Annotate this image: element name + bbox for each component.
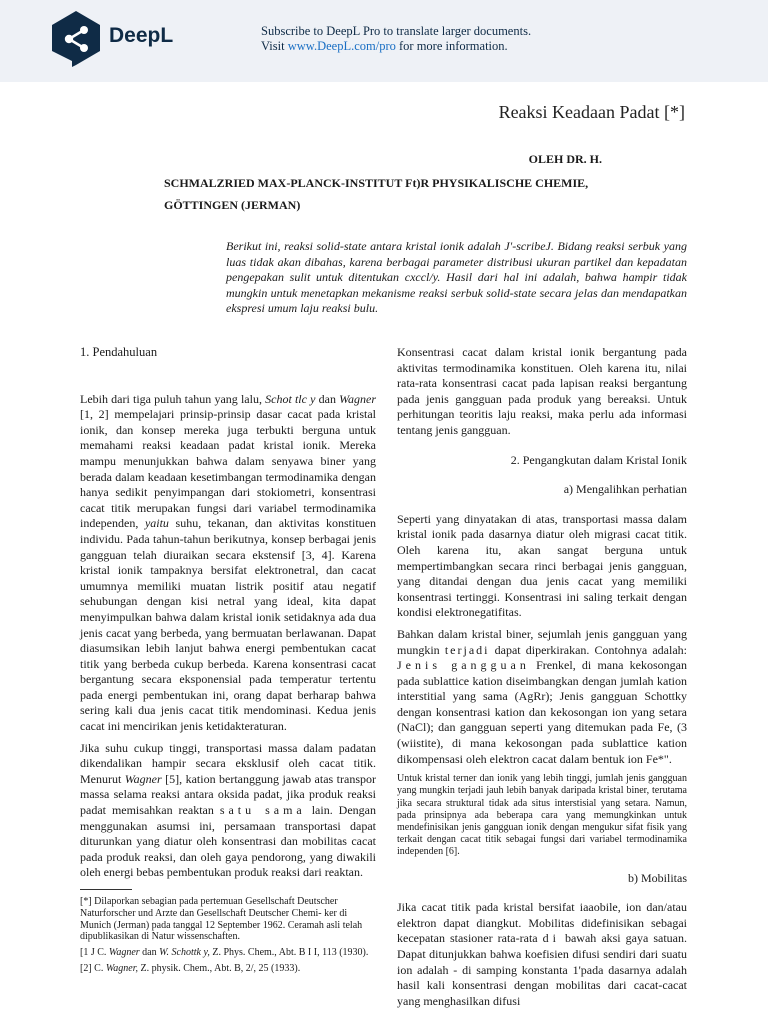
footnote: [1 J C. Wagner dan W. Schottk y, Z. Phys. Chem., Abt. B I I, 113 (1930). [80,947,369,959]
deepl-banner [0,0,768,82]
author-line-2: SCHMALZRIED MAX-PLANCK-INSTITUT Ft)R PHYSIKALISCHE CHEMIE, [164,176,589,190]
right-column [397,345,687,1015]
paragraph: Lebih dari tiga puluh tahun yang lalu, Schot tlc y dan Wagner [1, 2] mempelajari prinsip-prinsip dasar cacat pada kristal ionik, dan konsep mereka juga terbukti berguna untuk memahami reaksi keadaan padat kristal ionik. Mereka mampu menunjukkan bahwa dalam senyawa biner yang berada dalam keadaan kesetimbangan termodinamika dengan hanya sedikit penyimpangan dari stokiometri, konsentrasi cacat titik merupakan fungsi dari variabel termodinamika independen, yaitu suhu, tekanan, dan aktivitas konstituen individu. Pada tahun-tahun berikutnya, konsep berbagai jenis gangguan telah diuraikan secara ekstensif [3, 4]. Karena kristal ionik tampaknya bersifat elektronetral, dan cacat umumnya memiliki muatan listrik positif atau negatif sehubungan dengan kisi netral yang ideal, kita dapat menyimpulkan bahwa dalam kristal ionik setidaknya ada dua jenis cacat yang berbeda, yang bermuatan berlawanan. Dapat diasumsikan lebih lanjut bahwa energi pembentukan cacat titik yang berbeda cukup berbeda. Karena konsentrasi cacat bergantung secara eksponensial pada temperatur tertentu pada energi pembentukan ini, orang dapat berharap bahwa sering kali dua jenis cacat titik mendominasi. Kedua jenis cacat ini mencirikan jenis ketidakteraturan. [80,391,377,734]
promo-text [261,24,531,54]
deepl-logo-text[interactable]: DeepL [109,24,174,47]
promo-info-text: for more information. [395,39,508,53]
promo-visit-text: Visit [261,39,288,53]
paragraph-small: Untuk kristal terner dan ionik yang lebih tinggi, jumlah jenis gangguan yang mungkin terjadi jauh lebih banyak daripada kristal biner, terutama jika secara struktural tidak ada situs interstisial yang setara. Namun, pada prinsipnya ada beberapa cara yang memungkinkan untuk mendefinisikan jenis gangguan ionik dengan mengukur sifat fisik yang terkait dengan cacat titik sebagai fungsi dari variabel termodinamika independen [6]. [397,773,687,858]
document-title: Reaksi Keadaan Padat [*] [498,102,685,122]
author-line-3: GÖTTINGEN (JERMAN) [164,198,301,212]
deepl-logo-icon[interactable] [50,10,102,68]
deepl-pro-link[interactable]: www.DeepL.com/pro [287,39,396,53]
subsection-heading-a: a) Mengalihkan perhatian [563,482,687,497]
section-heading-introduction: 1. Pendahuluan [80,345,158,359]
author-line-1: OLEH DR. H. [528,152,602,166]
footnote: [2] C. Wagner, Z. physik. Chem., Abt. B, 2/, 25 (1933). [80,962,301,974]
left-column [80,345,376,979]
footnote: [*] Dilaporkan sebagian pada pertemuan Gesellschaft Deutscher Naturforscher und Arzte dan Gesellschaft Deutscher Chemi- ker di Munich (Jerman) pada tanggal 12 September 1962. Ceramah asli telah dipublikasikan di Natur wissenschaften. [80,896,363,943]
promo-line-2 [261,39,531,54]
paragraph: Konsentrasi cacat dalam kristal ionik bergantung pada aktivitas termodinamika konstituen. Oleh karena itu, nilai rata-rata konsentrasi cacat pada lapisan reaksi bergantung pada jenis gangguan pada produk yang bereaksi. Untuk perhitungan teoritis laju reaksi, maka perlu ada informasi tentang jenis gangguan. [397,345,687,437]
footnote-divider [80,889,132,890]
paragraph: Jika cacat titik pada kristal bersifat iaaobile, ion dan/atau elektron dapat diangkut. Mobilitas didefinisikan sebagai kecepatan stasioner rata-rata di bawah aksi gaya satuan. Dapat ditunjukkan bahwa koefisien difusi sendiri dari suatu ion adalah - di samping konstanta 1'pada dasarnya adalah hasil kali konsentrasi dengan mobilitas dari cacat-cacat yang menghasilkan difusi [397,900,687,1008]
subsection-heading-b: b) Mobilitas [628,870,687,885]
paragraph: Bahkan dalam kristal biner, sejumlah jenis gangguan yang mungkin terjadi dapat diperkirakan. Contohnya adalah: Jenis gangguan Frenkel, di mana kekosongan pada sublattice kation diseimbangkan dengan jumlah kation interstitial yang sama (AgRr); Jenis gangguan Schottky dengan konsentrasi kation dan kekosongan ion yang setara (NaCl); dan gangguan seperti yang ditemukan pada Fe, (3 (wiistite), di mana kekosongan pada sublattice kation dikompensasi oleh elektron cacat dalam bentuk ion Fe*". [397,626,688,766]
paragraph: Seperti yang dinyatakan di atas, transportasi massa dalam kristal ionik pada dasarnya diatur oleh migrasi cacat titik. Oleh karena itu, akan sangat berguna untuk mempertimbangkan secara rinci berbagai jenis gangguan, yang ditandai dengan dua jenis cacat yang memiliki konsentrasi tertinggi. Konsentrasi ini saling terkait dengan kondisi elektronegatifitas. [397,511,687,620]
promo-line-1: Subscribe to DeepL Pro to translate larger documents. [261,24,532,38]
abstract: Berikut ini, reaksi solid-state antara kristal ionik adalah J'-scribeJ. Bidang reaksi serbuk yang luas tidak akan dibahas, karena berbagai parameter distribusi ukuran partikel dan kepadatan pengepakan sulit untuk ditentukan cxccl/y. Hasil dari hal ini adalah, bahwa hampir tidak mungkin untuk menetapkan mekanisme reaksi serbuk solid-state secara jelas dan mendapatkan ekspresi umum laju reaksi bulu. [226,239,687,315]
section-heading-transport: 2. Pengangkutan dalam Kristal Ionik [510,452,687,467]
paragraph: Jika suhu cukup tinggi, transportasi massa dalam padatan dikendalikan hampir secara eksklusif oleh cacat titik. Menurut Wagner [5], kation bertanggung jawab atas transpor massa selama reaksi antara oksida padat, jika produk reaksi padat memisahkan reaktan satu sama lain. Dengan menggunakan asumsi ini, persamaan transportasi dapat diturunkan yang diatur oleh konsentrasi dan mobilitas cacat pada produk reaksi, dan oleh gaya pendorong, yang diwakili oleh energi bebas pembentukan produk reaksi dari reaktan. [80,740,376,880]
